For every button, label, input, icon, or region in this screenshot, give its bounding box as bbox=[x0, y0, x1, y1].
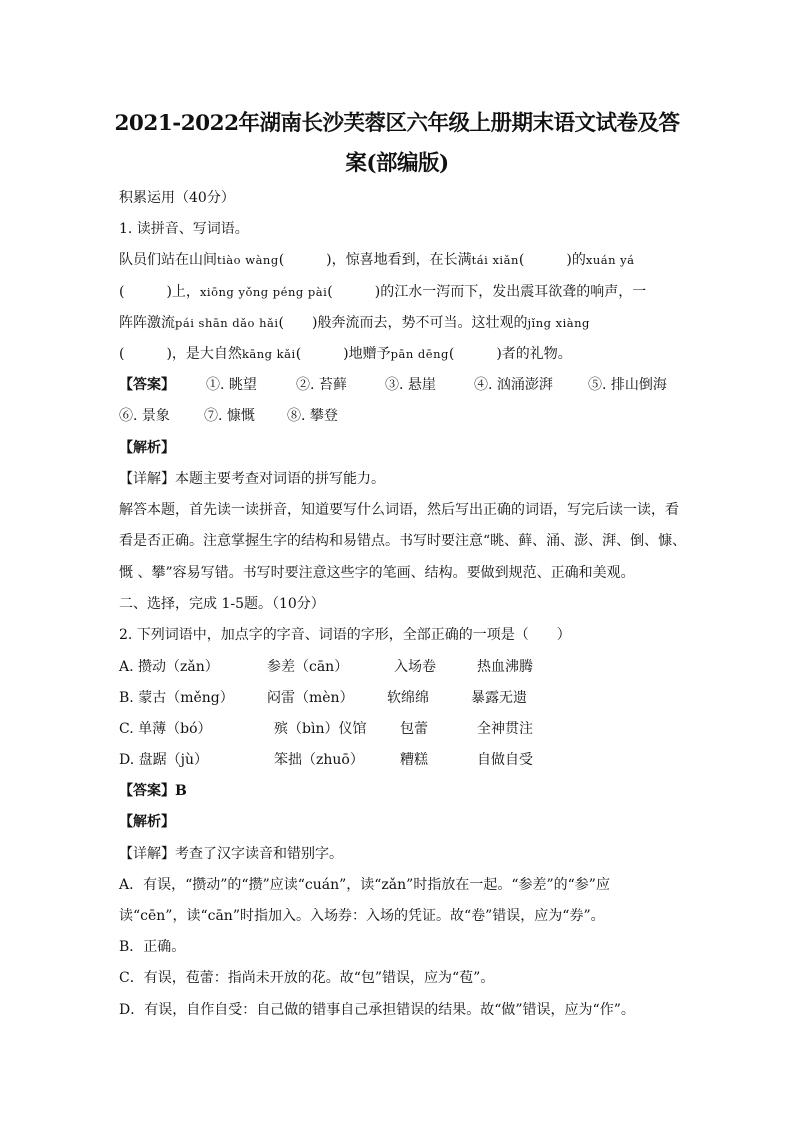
answer-item: ③. 悬崖 bbox=[385, 377, 436, 393]
option-a-word-4: 热血沸腾 bbox=[477, 659, 533, 675]
pinyin-xiongyongpengpai: xiōng yǒng péng pài bbox=[199, 285, 328, 299]
analysis-label: 【解析】 bbox=[119, 440, 175, 456]
option-b-word-4: 暴露无遗 bbox=[471, 690, 527, 706]
explanation-line: 解答本题，首先读一读拼音，知道要写什么词语，然后写出正确的词语，写完后读一读，看 bbox=[119, 502, 679, 518]
option-c-word-2: 殡（bìn）仪馆 bbox=[274, 721, 367, 737]
option-a-word-1: A. 攒动（zǎn） bbox=[119, 659, 219, 675]
section-heading-choice: 二、选择，完成 1-5题。（10分） bbox=[119, 596, 325, 612]
option-a-word-3: 入场卷 bbox=[394, 659, 436, 675]
explanation-line: 看是否正确。注意掌握生字的结构和易错点。书写时要注意“眺、藓、涌、澎、湃、倒、慷、 bbox=[119, 533, 687, 549]
explanation-line: 读“cēn”，读“cān”时指加入。入场券：入场的凭证。故“卷”错误，应为“券”。 bbox=[119, 908, 605, 924]
answer-item: ①. 眺望 bbox=[206, 377, 257, 393]
explanation-line: D．有误，自作自受：自己做的错事自己承担错误的结果。故“做”错误，应为“作”。 bbox=[119, 1002, 635, 1018]
question-1-line-4: ( )，是大自然kāng kǎi( )地赠予pān dēng( )者的礼物。 bbox=[119, 346, 572, 362]
explanation-line: B．正确。 bbox=[119, 939, 186, 955]
document-title-line-1: 2021-2022年湖南长沙芙蓉区六年级上册期末语文试卷及答 bbox=[114, 111, 680, 136]
pinyin-jingxiang: jǐng xiàng bbox=[527, 316, 590, 330]
question-1-line-1: 队员们站在山间tiào wàng( )，惊喜地看到，在长满tái xiǎn( )的xuán yá bbox=[119, 252, 635, 268]
option-c-word-4: 全神贯注 bbox=[477, 721, 533, 737]
explanation-line: C．有误，苞蕾：指尚未开放的花。故“包”错误，应为“苞”。 bbox=[119, 970, 495, 986]
option-b-word-1: B. 蒙古（měng） bbox=[119, 690, 234, 706]
pinyin-kangkai: kāng kǎi bbox=[241, 347, 296, 361]
question-1-line-2: ( )上，xiōng yǒng péng pài( )的江水一泻而下，发出震耳欲聋的响声，一 bbox=[119, 284, 647, 300]
detail-text: 【详解】考查了汉字读音和错别字。 bbox=[119, 846, 343, 862]
pinyin-xuanya: xuán yá bbox=[585, 253, 635, 267]
option-b-word-2: 闷雷（mèn） bbox=[267, 690, 354, 706]
detail-text: 【详解】本题主要考查对词语的拼写能力。 bbox=[119, 471, 385, 487]
answer-item: ④. 汹涌澎湃 bbox=[474, 377, 553, 393]
option-c-word-3: 包蕾 bbox=[400, 721, 428, 737]
answer-item: ②. 苔藓 bbox=[296, 377, 347, 393]
option-b-word-3: 软绵绵 bbox=[387, 690, 429, 706]
option-d-word-2: 笨拙（zhuō） bbox=[274, 752, 364, 768]
answer-item: ⑦. 慷慨 bbox=[204, 408, 255, 424]
option-c-word-1: C. 单薄（bó） bbox=[119, 721, 212, 737]
option-a-word-2: 参差（cān） bbox=[267, 659, 349, 675]
question-1-line-3: 阵阵激流pái shān dǎo hǎi( )般奔流而去，势不可当。这壮观的jǐng xiàng bbox=[119, 315, 590, 331]
answer-item: ⑥. 景象 bbox=[119, 408, 170, 424]
option-d-word-3: 糟糕 bbox=[400, 752, 428, 768]
question-2-heading: 2. 下列词语中，加点字的字音、词语的字形，全部正确的一项是（ ） bbox=[119, 627, 571, 643]
answer-text: 【答案】B bbox=[119, 783, 187, 799]
pinyin-taixian: tái xiǎn bbox=[471, 253, 519, 267]
analysis-label: 【解析】 bbox=[119, 814, 175, 830]
pinyin-tiaowang: tiào wàng bbox=[217, 253, 279, 267]
answer-label: 【答案】 bbox=[119, 377, 175, 393]
answer-item: ⑧. 攀登 bbox=[287, 408, 338, 424]
option-d-word-1: D. 盘踞（jù） bbox=[119, 752, 208, 768]
pinyin-pandeng: pān dēng bbox=[390, 347, 449, 361]
section-heading-accumulation: 积累运用（40分） bbox=[119, 190, 235, 206]
answer-item: ⑤. 排山倒海 bbox=[588, 377, 667, 393]
pinyin-paishandaohai: pái shān dǎo hǎi bbox=[175, 316, 279, 330]
option-d-word-4: 自做自受 bbox=[477, 752, 533, 768]
explanation-line: A．有误，“攒动”的“攒”应读“cuán”，读“zǎn”时指放在一起。“参差”的“参”应 bbox=[119, 877, 610, 893]
explanation-line: 慨 、攀”容易写错。书写时要注意这些字的笔画、结构。要做到规范、正确和美观。 bbox=[119, 565, 635, 581]
document-title-line-2: 案(部编版) bbox=[345, 151, 449, 176]
question-1-heading: 1. 读拼音、写词语。 bbox=[119, 221, 249, 237]
